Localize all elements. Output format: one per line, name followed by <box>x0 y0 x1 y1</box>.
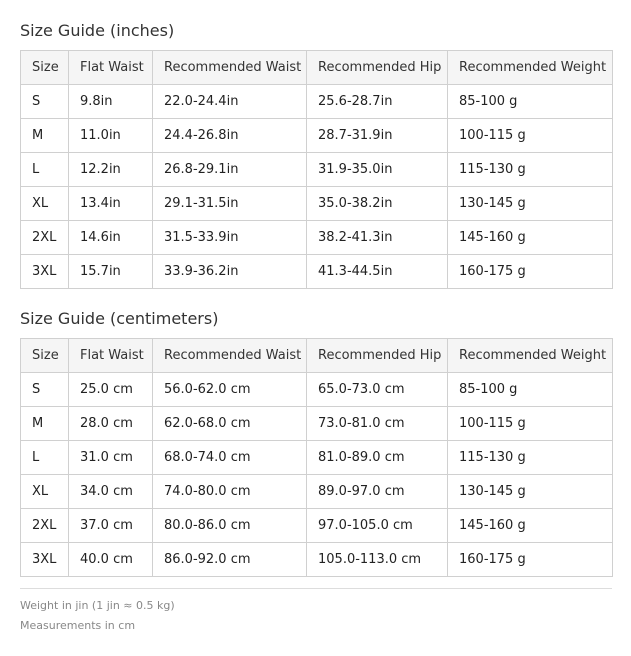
cell-recommended-hip: 31.9-35.0in <box>307 153 448 187</box>
table-row <box>21 441 613 475</box>
cell-recommended-waist: 68.0-74.0 cm <box>153 441 307 475</box>
cell-recommended-waist: 74.0-80.0 cm <box>153 475 307 509</box>
column-header-recommended-hip: Recommended Hip <box>307 339 448 373</box>
cell-recommended-hip: 25.6-28.7in <box>307 85 448 119</box>
cell-recommended-hip: 35.0-38.2in <box>307 187 448 221</box>
cell-recommended-waist: 86.0-92.0 cm <box>153 543 307 577</box>
cell-size: S <box>21 85 69 119</box>
cell-recommended-hip: 38.2-41.3in <box>307 221 448 255</box>
cell-recommended-weight: 130-145 g <box>448 475 613 509</box>
table-row <box>21 509 613 543</box>
cell-size: XL <box>21 187 69 221</box>
cell-recommended-hip: 89.0-97.0 cm <box>307 475 448 509</box>
cell-recommended-waist: 31.5-33.9in <box>153 221 307 255</box>
cell-recommended-weight: 145-160 g <box>448 509 613 543</box>
table-row <box>21 119 613 153</box>
cell-flat-waist: 37.0 cm <box>69 509 153 543</box>
cell-recommended-hip: 81.0-89.0 cm <box>307 441 448 475</box>
table-row <box>21 543 613 577</box>
table-row <box>21 407 613 441</box>
cell-recommended-weight: 160-175 g <box>448 255 613 289</box>
cell-flat-waist: 13.4in <box>69 187 153 221</box>
cell-recommended-hip: 105.0-113.0 cm <box>307 543 448 577</box>
column-header-size: Size <box>21 51 69 85</box>
cell-recommended-hip: 73.0-81.0 cm <box>307 407 448 441</box>
cell-recommended-weight: 100-115 g <box>448 407 613 441</box>
cell-flat-waist: 11.0in <box>69 119 153 153</box>
cell-recommended-waist: 80.0-86.0 cm <box>153 509 307 543</box>
column-header-flat-waist: Flat Waist <box>69 51 153 85</box>
cell-flat-waist: 25.0 cm <box>69 373 153 407</box>
column-header-recommended-waist: Recommended Waist <box>153 51 307 85</box>
cell-flat-waist: 9.8in <box>69 85 153 119</box>
cell-size: 3XL <box>21 543 69 577</box>
cell-size: 2XL <box>21 221 69 255</box>
cell-recommended-weight: 160-175 g <box>448 543 613 577</box>
cell-recommended-hip: 97.0-105.0 cm <box>307 509 448 543</box>
column-header-flat-waist: Flat Waist <box>69 339 153 373</box>
weight-unit-note: Weight in jin (1 jin ≈ 0.5 kg) <box>20 599 175 612</box>
cell-recommended-waist: 29.1-31.5in <box>153 187 307 221</box>
table-header-row <box>21 339 613 373</box>
cell-recommended-waist: 24.4-26.8in <box>153 119 307 153</box>
cell-recommended-hip: 41.3-44.5in <box>307 255 448 289</box>
cell-size: 3XL <box>21 255 69 289</box>
cell-recommended-weight: 145-160 g <box>448 221 613 255</box>
column-header-recommended-weight: Recommended Weight <box>448 51 613 85</box>
cell-size: 2XL <box>21 509 69 543</box>
size-guide-centimeters-table <box>20 338 613 577</box>
column-header-size: Size <box>21 339 69 373</box>
table-row <box>21 221 613 255</box>
cell-recommended-hip: 65.0-73.0 cm <box>307 373 448 407</box>
table-row <box>21 187 613 221</box>
cell-recommended-weight: 115-130 g <box>448 153 613 187</box>
table-row <box>21 153 613 187</box>
cell-flat-waist: 12.2in <box>69 153 153 187</box>
cell-recommended-weight: 85-100 g <box>448 373 613 407</box>
cell-size: M <box>21 407 69 441</box>
size-guide-inches-table <box>20 50 613 289</box>
measurement-unit-note: Measurements in cm <box>20 619 136 632</box>
cell-size: M <box>21 119 69 153</box>
cell-recommended-waist: 62.0-68.0 cm <box>153 407 307 441</box>
cell-flat-waist: 15.7in <box>69 255 153 289</box>
cell-flat-waist: 14.6in <box>69 221 153 255</box>
cell-size: L <box>21 153 69 187</box>
column-header-recommended-waist: Recommended Waist <box>153 339 307 373</box>
cell-recommended-weight: 130-145 g <box>448 187 613 221</box>
cell-recommended-hip: 28.7-31.9in <box>307 119 448 153</box>
cell-flat-waist: 40.0 cm <box>69 543 153 577</box>
cell-recommended-weight: 115-130 g <box>448 441 613 475</box>
table-row <box>21 255 613 289</box>
cell-recommended-waist: 33.9-36.2in <box>153 255 307 289</box>
table-header-row <box>21 51 613 85</box>
cell-size: S <box>21 373 69 407</box>
size-guide-centimeters-title: Size Guide (centimeters) <box>20 309 219 328</box>
footer-divider <box>20 588 612 589</box>
table-row <box>21 475 613 509</box>
cell-recommended-waist: 22.0-24.4in <box>153 85 307 119</box>
column-header-recommended-hip: Recommended Hip <box>307 51 448 85</box>
cell-size: L <box>21 441 69 475</box>
size-guide-inches-title: Size Guide (inches) <box>20 21 175 40</box>
cell-flat-waist: 31.0 cm <box>69 441 153 475</box>
cell-flat-waist: 34.0 cm <box>69 475 153 509</box>
cell-recommended-waist: 26.8-29.1in <box>153 153 307 187</box>
table-row <box>21 85 613 119</box>
column-header-recommended-weight: Recommended Weight <box>448 339 613 373</box>
table-row <box>21 373 613 407</box>
cell-recommended-weight: 85-100 g <box>448 85 613 119</box>
cell-size: XL <box>21 475 69 509</box>
cell-flat-waist: 28.0 cm <box>69 407 153 441</box>
cell-recommended-waist: 56.0-62.0 cm <box>153 373 307 407</box>
cell-recommended-weight: 100-115 g <box>448 119 613 153</box>
